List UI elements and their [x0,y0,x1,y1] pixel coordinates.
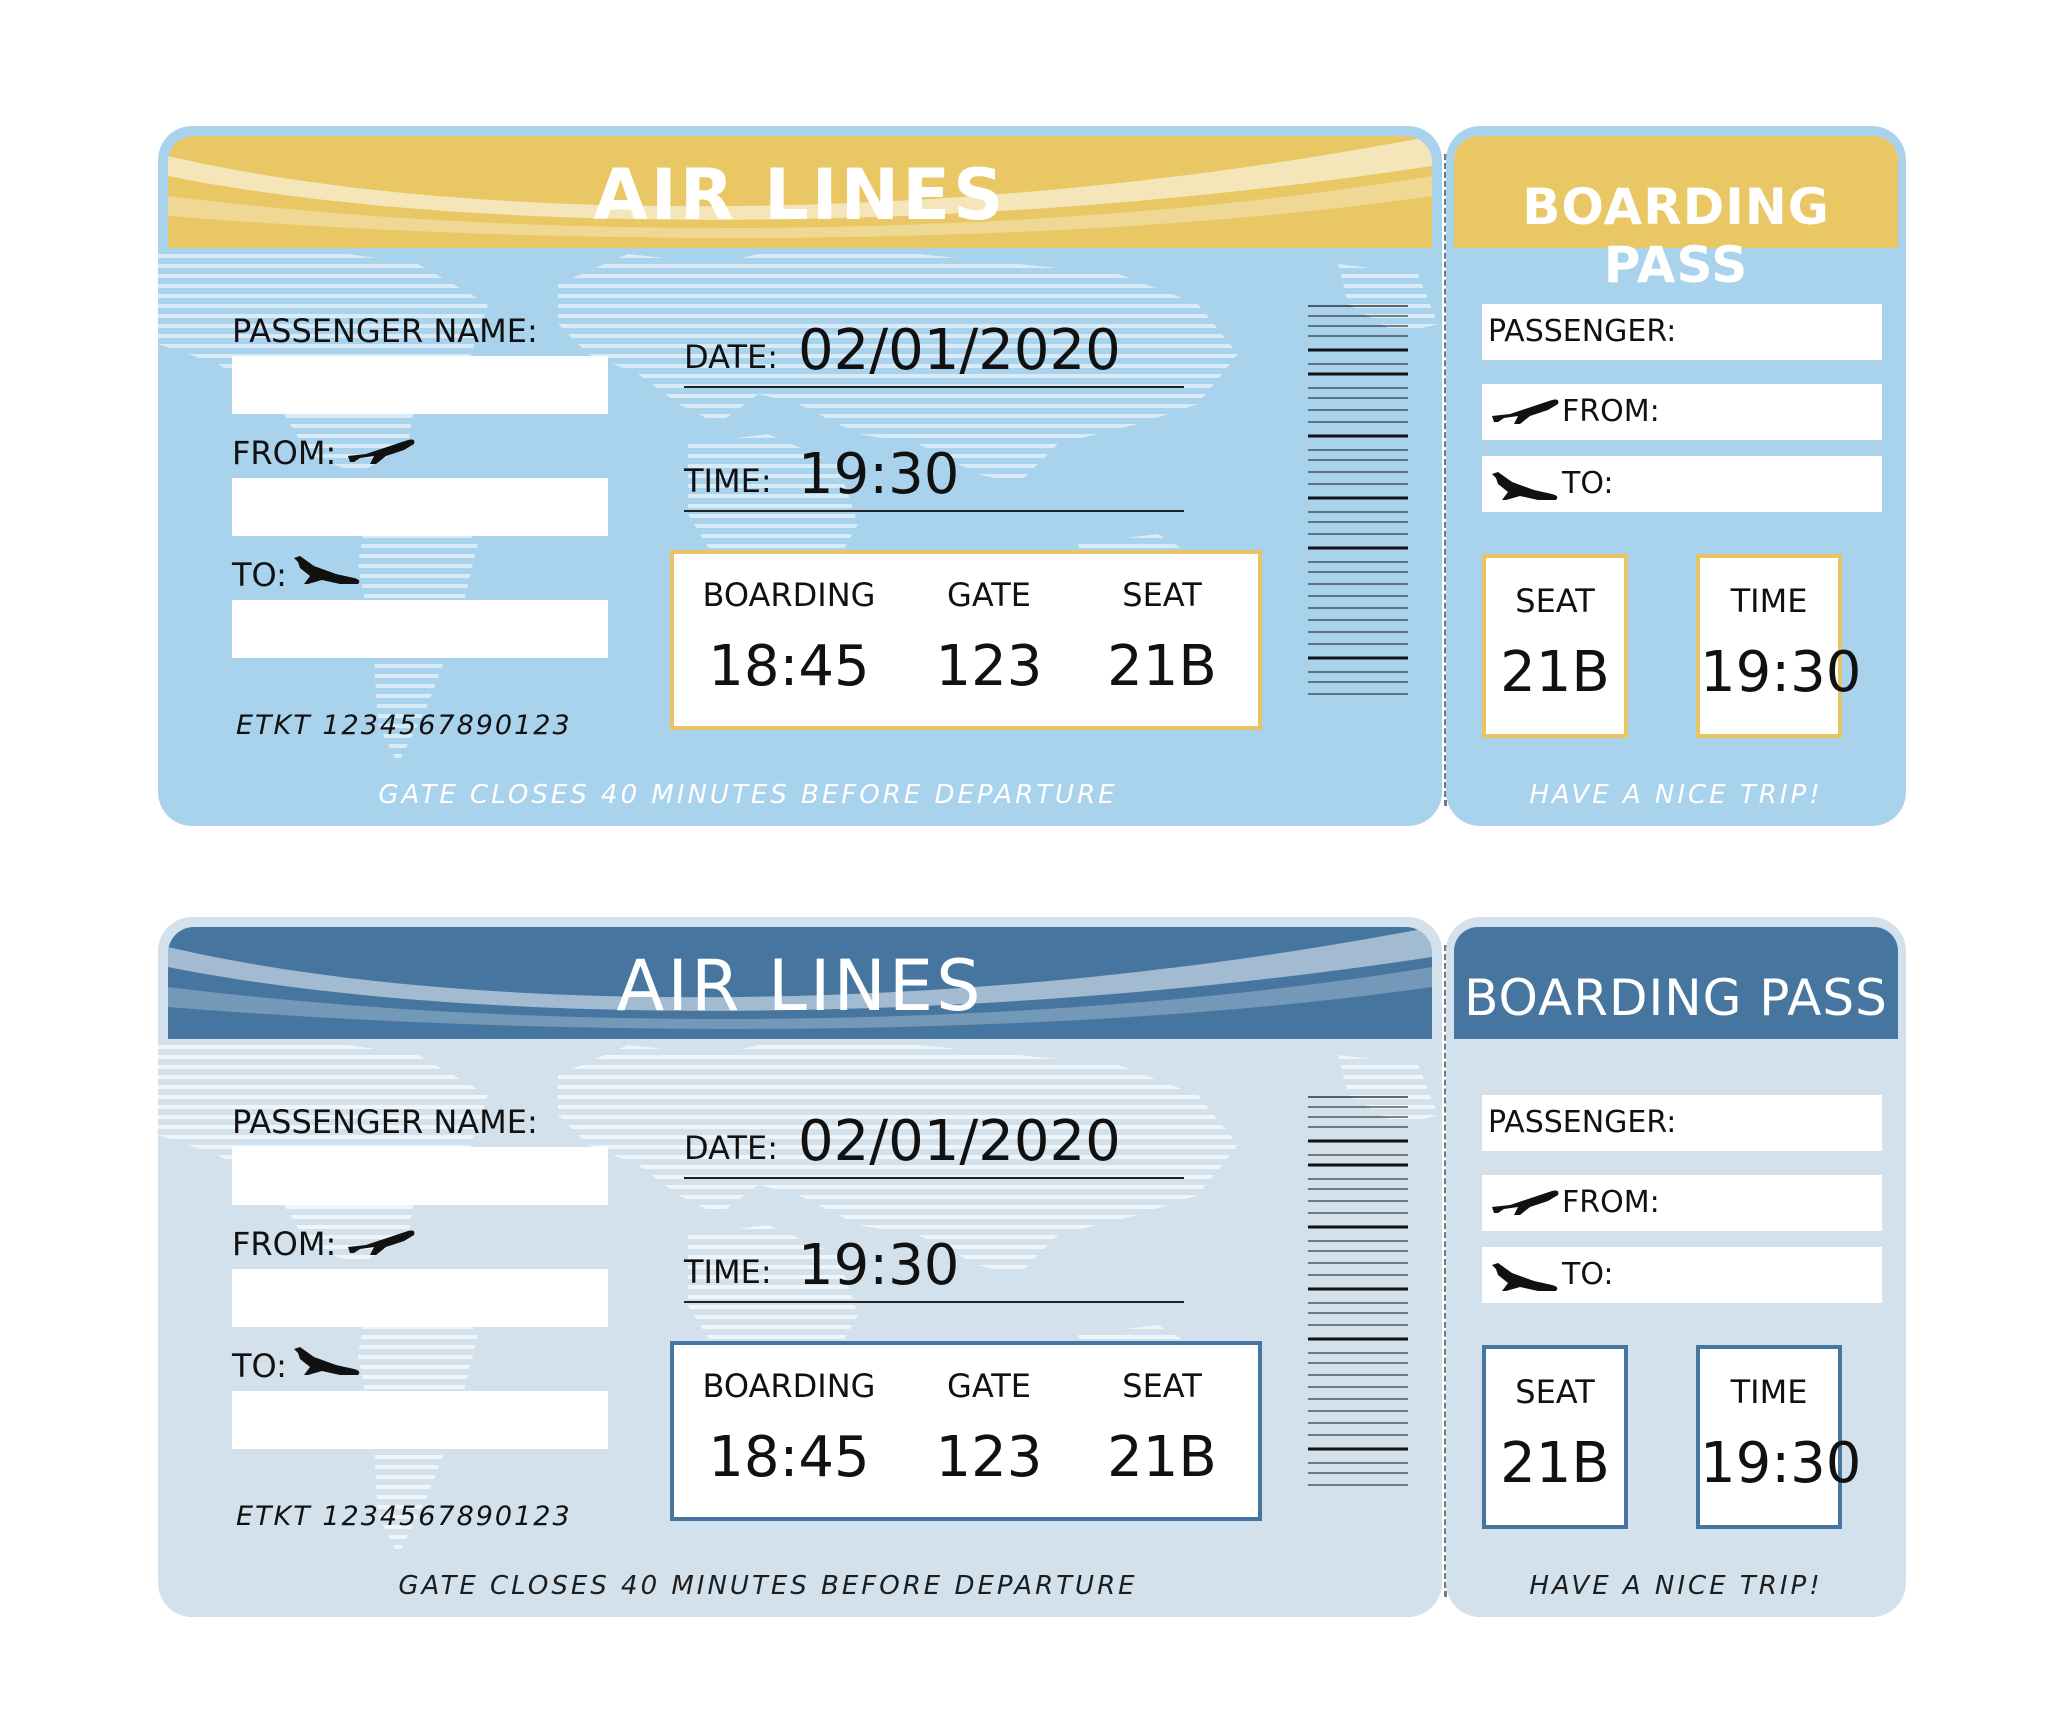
stub-to-label: TO: [1562,466,1614,501]
stub-passenger-field[interactable] [1482,1095,1882,1151]
airline-header-band [168,136,1432,248]
gate-closes-notice: GATE CLOSES 40 MINUTES BEFORE DEPARTURE [398,1571,1138,1601]
stub-seat-label: SEAT [1515,582,1595,620]
stub-to-field[interactable] [1482,456,1882,512]
boarding-info-box [670,1341,1262,1521]
date-value: 02/01/2020 [798,1109,1121,1174]
to-label: TO: [232,556,287,594]
time-value: 19:30 [798,1233,960,1298]
passenger-name-label: PASSENGER NAME: [232,1103,538,1141]
to-field[interactable] [232,1391,608,1449]
stub-time-box [1696,554,1862,738]
seat-label: SEAT [1122,576,1202,614]
plane-landing-icon [292,554,364,588]
plane-takeoff-icon [346,438,418,466]
date-value: 02/01/2020 [798,318,1121,383]
ticket-stub-section [1446,126,1906,826]
seat-value: 21B [1107,1425,1217,1490]
boarding-info-box [670,550,1262,730]
boarding-pass-header [1454,136,1898,294]
date-label: DATE: [684,338,779,376]
boarding-pass-ticket-top [158,126,1906,826]
passenger-name-field[interactable] [232,356,608,414]
time-value: 19:30 [798,442,960,507]
stub-passenger-label: PASSENGER: [1488,314,1677,349]
date-label: DATE: [684,1129,779,1167]
stub-seat-box [1482,1345,1628,1529]
stub-time-label: TIME [1730,1373,1808,1411]
stub-time-label: TIME [1730,582,1808,620]
nice-trip-message: HAVE A NICE TRIP! [1529,780,1823,810]
stub-time-box [1696,1345,1862,1529]
boarding-pass-header [1454,927,1898,1039]
plane-landing-icon [292,1345,364,1379]
stub-to-field[interactable] [1482,1247,1882,1303]
boarding-pass-ticket-bottom [158,917,1906,1617]
stub-from-field[interactable] [1482,1175,1882,1231]
stub-seat-value: 21B [1500,640,1610,705]
plane-takeoff-icon [346,1229,418,1257]
plane-landing-icon [1490,1261,1562,1295]
boarding-pass-title: BOARDING PASS [1522,178,1830,294]
gate-label: GATE [947,1367,1031,1405]
stub-time-value: 19:30 [1700,1431,1862,1496]
plane-landing-icon [1490,470,1562,504]
stub-passenger-label: PASSENGER: [1488,1105,1677,1140]
barcode [1308,302,1408,702]
from-field[interactable] [232,478,608,536]
from-field[interactable] [232,1269,608,1327]
gate-closes-notice: GATE CLOSES 40 MINUTES BEFORE DEPARTURE [378,780,1118,810]
time-underline [684,1301,1184,1303]
boarding-value: 18:45 [708,634,870,699]
to-field[interactable] [232,600,608,658]
boarding-label: BOARDING [702,1367,876,1405]
passenger-name-field[interactable] [232,1147,608,1205]
stub-from-field[interactable] [1482,384,1882,440]
stub-from-label: FROM: [1562,1185,1660,1220]
plane-takeoff-icon [1490,1189,1562,1217]
nice-trip-message: HAVE A NICE TRIP! [1529,1571,1823,1601]
barcode [1308,1093,1408,1493]
airline-name: AIR LINES [593,154,1007,236]
stub-seat-value: 21B [1500,1431,1610,1496]
ticket-stub-section [1446,917,1906,1617]
time-underline [684,510,1184,512]
passenger-name-label: PASSENGER NAME: [232,312,538,350]
eticket-number: ETKT 1234567890123 [236,1501,572,1532]
gate-label: GATE [947,576,1031,614]
airline-header-band [168,927,1432,1039]
stub-seat-box [1482,554,1628,738]
seat-label: SEAT [1122,1367,1202,1405]
stub-from-label: FROM: [1562,394,1660,429]
boarding-pass-title: BOARDING PASS [1464,969,1888,1027]
from-label: FROM: [232,434,337,472]
airline-name: AIR LINES [616,945,984,1027]
eticket-number: ETKT 1234567890123 [236,710,572,741]
date-underline [684,1177,1184,1179]
ticket-main-section [158,126,1442,826]
time-label: TIME: [684,462,772,500]
date-underline [684,386,1184,388]
time-label: TIME: [684,1253,772,1291]
gate-value: 123 [935,634,1043,699]
stub-to-label: TO: [1562,1257,1614,1292]
ticket-main-section [158,917,1442,1617]
gate-value: 123 [935,1425,1043,1490]
stub-seat-label: SEAT [1515,1373,1595,1411]
plane-takeoff-icon [1490,398,1562,426]
stub-time-value: 19:30 [1700,640,1862,705]
to-label: TO: [232,1347,287,1385]
boarding-label: BOARDING [702,576,876,614]
boarding-value: 18:45 [708,1425,870,1490]
seat-value: 21B [1107,634,1217,699]
from-label: FROM: [232,1225,337,1263]
stub-passenger-field[interactable] [1482,304,1882,360]
